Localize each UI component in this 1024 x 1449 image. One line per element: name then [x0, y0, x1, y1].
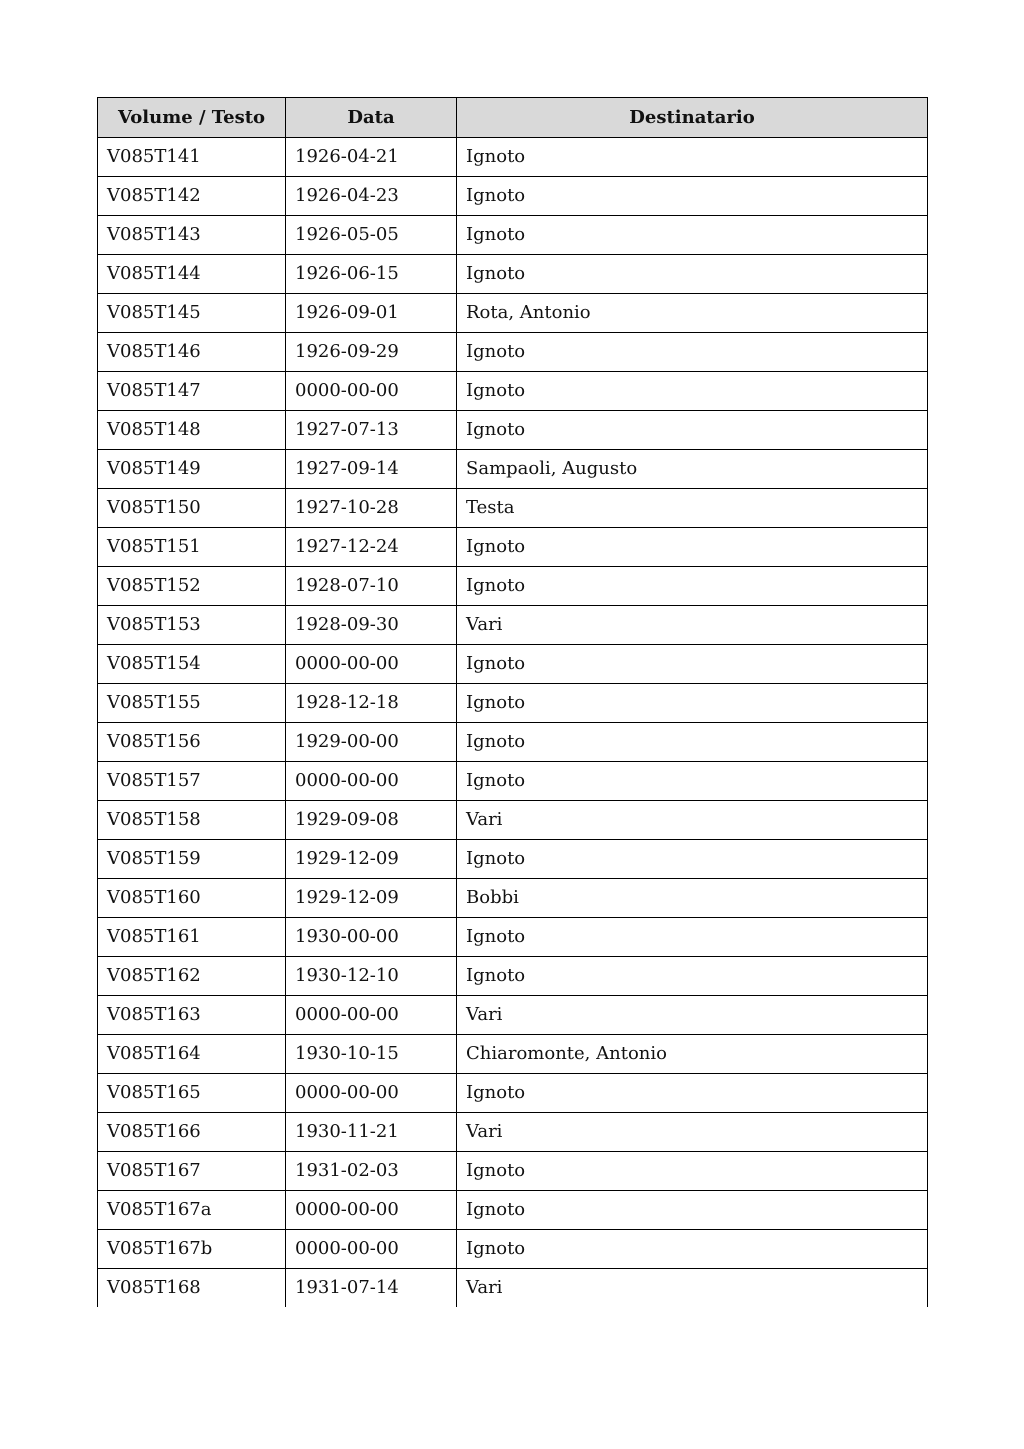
- table-row: [98, 567, 928, 606]
- cell-volume: V085T152: [98, 567, 286, 606]
- cell-date: 0000-00-00: [286, 1191, 457, 1230]
- cell-date: 1928-09-30: [286, 606, 457, 645]
- cell-date: 1931-07-14: [286, 1269, 457, 1308]
- cell-volume: V085T148: [98, 411, 286, 450]
- table-row: [98, 723, 928, 762]
- cell-recipient: Ignoto: [457, 840, 928, 879]
- cell-date: 1927-07-13: [286, 411, 457, 450]
- cell-recipient: Vari: [457, 1113, 928, 1152]
- cell-volume: V085T145: [98, 294, 286, 333]
- table-row: [98, 1035, 928, 1074]
- cell-recipient: Bobbi: [457, 879, 928, 918]
- cell-recipient: Chiaromonte, Antonio: [457, 1035, 928, 1074]
- cell-date: 1930-12-10: [286, 957, 457, 996]
- cell-volume: V085T168: [98, 1269, 286, 1308]
- cell-recipient: Ignoto: [457, 333, 928, 372]
- cell-volume: V085T166: [98, 1113, 286, 1152]
- cell-volume: V085T167a: [98, 1191, 286, 1230]
- table-row: [98, 255, 928, 294]
- cell-date: 1926-09-29: [286, 333, 457, 372]
- cell-date: 1928-12-18: [286, 684, 457, 723]
- cell-recipient: Ignoto: [457, 216, 928, 255]
- cell-date: 1930-11-21: [286, 1113, 457, 1152]
- cell-volume: V085T159: [98, 840, 286, 879]
- table-row: [98, 762, 928, 801]
- table-row: [98, 879, 928, 918]
- cell-recipient: Ignoto: [457, 1230, 928, 1269]
- cell-date: 0000-00-00: [286, 372, 457, 411]
- cell-date: 1926-06-15: [286, 255, 457, 294]
- cell-recipient: Testa: [457, 489, 928, 528]
- table-body: [98, 138, 928, 1308]
- table-header: [98, 98, 928, 138]
- cell-date: 0000-00-00: [286, 996, 457, 1035]
- table-row: [98, 216, 928, 255]
- column-header-recipient: Destinatario: [457, 98, 928, 138]
- cell-date: 1929-12-09: [286, 879, 457, 918]
- cell-date: 1930-10-15: [286, 1035, 457, 1074]
- table-row: [98, 1074, 928, 1113]
- cell-date: 1928-07-10: [286, 567, 457, 606]
- table-row: [98, 1230, 928, 1269]
- cell-date: 1926-04-23: [286, 177, 457, 216]
- table-row: [98, 177, 928, 216]
- cell-volume: V085T149: [98, 450, 286, 489]
- cell-recipient: Ignoto: [457, 957, 928, 996]
- cell-recipient: Ignoto: [457, 1074, 928, 1113]
- cell-volume: V085T143: [98, 216, 286, 255]
- cell-date: 1926-04-21: [286, 138, 457, 177]
- cell-volume: V085T162: [98, 957, 286, 996]
- cell-recipient: Ignoto: [457, 411, 928, 450]
- table-row: [98, 450, 928, 489]
- cell-volume: V085T141: [98, 138, 286, 177]
- cell-volume: V085T153: [98, 606, 286, 645]
- cell-recipient: Vari: [457, 1269, 928, 1308]
- cell-volume: V085T142: [98, 177, 286, 216]
- column-header-date: Data: [286, 98, 457, 138]
- cell-date: 1927-12-24: [286, 528, 457, 567]
- table-row: [98, 606, 928, 645]
- cell-recipient: Ignoto: [457, 138, 928, 177]
- cell-date: 1929-12-09: [286, 840, 457, 879]
- cell-volume: V085T150: [98, 489, 286, 528]
- cell-date: 1926-05-05: [286, 216, 457, 255]
- cell-volume: V085T164: [98, 1035, 286, 1074]
- cell-date: 0000-00-00: [286, 1074, 457, 1113]
- cell-date: 1927-10-28: [286, 489, 457, 528]
- table-row: [98, 840, 928, 879]
- table-row: [98, 411, 928, 450]
- table-row: [98, 489, 928, 528]
- cell-volume: V085T154: [98, 645, 286, 684]
- table-row: [98, 1113, 928, 1152]
- cell-recipient: Rota, Antonio: [457, 294, 928, 333]
- table-row: [98, 138, 928, 177]
- header-row: [98, 98, 928, 138]
- cell-volume: V085T161: [98, 918, 286, 957]
- cell-date: 1930-00-00: [286, 918, 457, 957]
- cell-date: 1929-09-08: [286, 801, 457, 840]
- cell-date: 1926-09-01: [286, 294, 457, 333]
- cell-volume: V085T160: [98, 879, 286, 918]
- cell-volume: V085T156: [98, 723, 286, 762]
- cell-recipient: Ignoto: [457, 723, 928, 762]
- cell-volume: V085T165: [98, 1074, 286, 1113]
- table-row: [98, 1191, 928, 1230]
- table-row: [98, 684, 928, 723]
- cell-volume: V085T147: [98, 372, 286, 411]
- table-row: [98, 957, 928, 996]
- table-row: [98, 918, 928, 957]
- letters-table: [97, 97, 928, 1307]
- cell-date: 1927-09-14: [286, 450, 457, 489]
- cell-recipient: Ignoto: [457, 762, 928, 801]
- table-row: [98, 801, 928, 840]
- cell-volume: V085T167: [98, 1152, 286, 1191]
- table-row: [98, 1269, 928, 1308]
- cell-recipient: Vari: [457, 996, 928, 1035]
- cell-volume: V085T146: [98, 333, 286, 372]
- table-row: [98, 294, 928, 333]
- cell-recipient: Vari: [457, 606, 928, 645]
- cell-volume: V085T158: [98, 801, 286, 840]
- cell-volume: V085T151: [98, 528, 286, 567]
- table-row: [98, 528, 928, 567]
- cell-date: 0000-00-00: [286, 645, 457, 684]
- cell-recipient: Ignoto: [457, 684, 928, 723]
- cell-recipient: Vari: [457, 801, 928, 840]
- cell-recipient: Ignoto: [457, 177, 928, 216]
- cell-date: 0000-00-00: [286, 762, 457, 801]
- table-row: [98, 645, 928, 684]
- cell-recipient: Ignoto: [457, 1191, 928, 1230]
- cell-volume: V085T167b: [98, 1230, 286, 1269]
- cell-recipient: Ignoto: [457, 918, 928, 957]
- column-header-volume: Volume / Testo: [98, 98, 286, 138]
- table-row: [98, 1152, 928, 1191]
- table-row: [98, 372, 928, 411]
- cell-volume: V085T163: [98, 996, 286, 1035]
- cell-recipient: Ignoto: [457, 567, 928, 606]
- table-row: [98, 333, 928, 372]
- cell-date: 1929-00-00: [286, 723, 457, 762]
- table-row: [98, 996, 928, 1035]
- cell-volume: V085T144: [98, 255, 286, 294]
- cell-recipient: Sampaoli, Augusto: [457, 450, 928, 489]
- cell-recipient: Ignoto: [457, 528, 928, 567]
- cell-volume: V085T155: [98, 684, 286, 723]
- cell-recipient: Ignoto: [457, 372, 928, 411]
- cell-recipient: Ignoto: [457, 1152, 928, 1191]
- cell-volume: V085T157: [98, 762, 286, 801]
- cell-recipient: Ignoto: [457, 255, 928, 294]
- cell-date: 0000-00-00: [286, 1230, 457, 1269]
- cell-recipient: Ignoto: [457, 645, 928, 684]
- cell-date: 1931-02-03: [286, 1152, 457, 1191]
